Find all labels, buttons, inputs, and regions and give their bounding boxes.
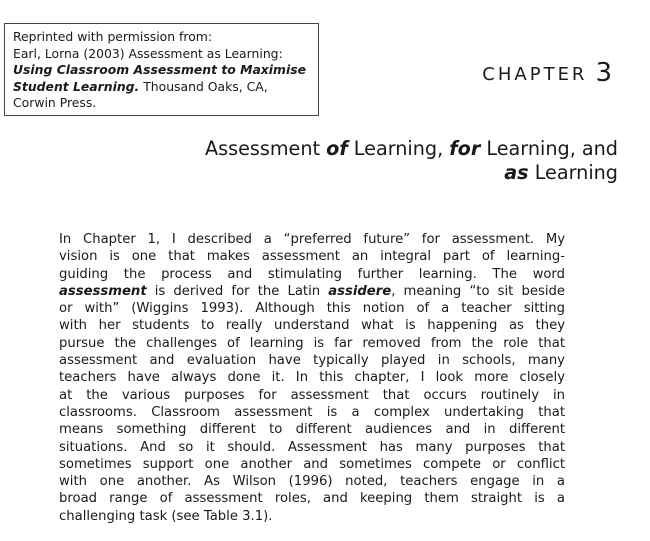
body-line (59, 283, 565, 300)
chapter-title-line-2 (205, 161, 618, 185)
permission-box (4, 23, 319, 116)
term-assidere: assidere (328, 283, 392, 299)
body-text: is derived for the Latin (146, 283, 329, 299)
permission-line (13, 79, 310, 96)
permission-line: Earl, Lorna (2003) Assessment as Learning: (13, 45, 283, 61)
title-text: Learning, (347, 137, 450, 160)
body-line: sometimes support one another and sometimes compete or conflict (59, 456, 565, 472)
body-line: at the various purposes for assessment that occurs routinely in (59, 387, 565, 403)
body-line: broad range of assessment roles, and keeping them straight is a (59, 491, 565, 507)
body-line: with one another. As Wilson (1996) noted, teachers engage in a (59, 474, 565, 490)
body-line: or with” (Wiggins 1993). Although this notion of a teacher sitting (59, 301, 565, 317)
body-line: In Chapter 1, I described a “preferred future” for assessment. My (59, 232, 565, 247)
chapter-title (205, 137, 618, 185)
permission-line: Reprinted with permission from: (13, 29, 213, 44)
chapter-title-line-1 (205, 137, 618, 161)
body-line: with her students to really understand what is happening as they (59, 318, 565, 334)
permission-line-book-title: Using Classroom Assessment to Maximise (13, 62, 306, 77)
chapter-heading (482, 58, 612, 88)
chapter-label: CHAPTER (482, 64, 588, 85)
body-paragraph (59, 231, 565, 525)
permission-book-title-end: Student Learning. (13, 78, 140, 94)
title-emphasis: for (449, 137, 481, 160)
chapter-number: 3 (595, 58, 612, 88)
body-line: means something different to different audiences and in different (59, 422, 565, 438)
body-line: guiding the process and stimulating further learning. The word (59, 266, 565, 282)
body-line: situations. And so it should. Assessment has many purposes that (59, 439, 565, 455)
body-line: vision is one that makes assessment an integral part of learning- (59, 249, 565, 265)
title-text: Learning (528, 161, 618, 184)
title-text: Learning, and (480, 137, 618, 160)
body-line: teachers have always done it. In this chapter, I look more closely (59, 370, 565, 386)
permission-publisher-place: Thousand Oaks, CA, (139, 78, 268, 94)
permission-line: Corwin Press. (13, 95, 97, 110)
body-line: assessment and evaluation have typically played in schools, many (59, 353, 565, 369)
title-text: Assessment (204, 137, 327, 160)
title-emphasis: as (504, 161, 529, 184)
term-assessment: assessment (59, 283, 147, 299)
title-emphasis: of (326, 137, 348, 160)
body-line: classrooms. Classroom assessment is a complex undertaking that (59, 404, 565, 420)
body-line: pursue the challenges of learning is far removed from the role that (59, 335, 565, 351)
body-line: challenging task (see Table 3.1). (59, 508, 273, 524)
body-text: , meaning “to sit beside (391, 283, 565, 299)
